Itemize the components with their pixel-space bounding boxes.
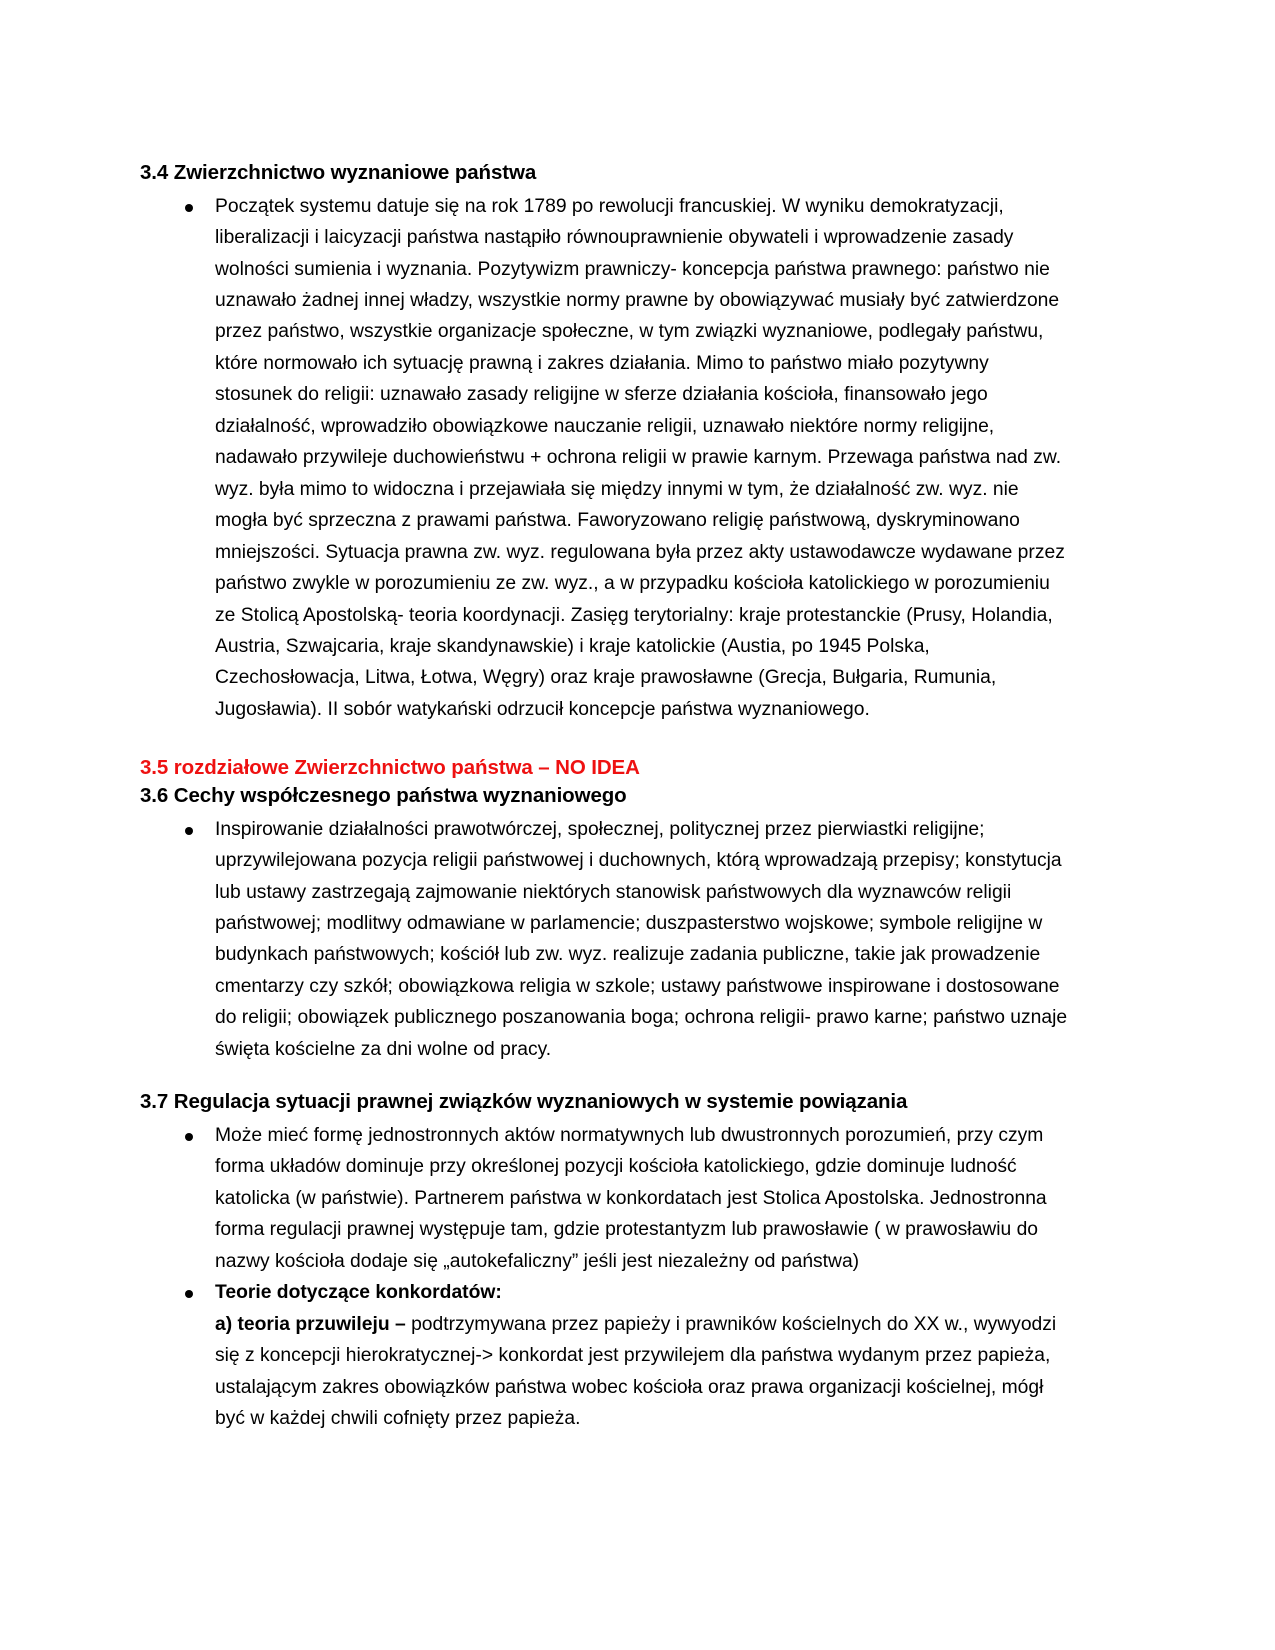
theory-a-text: podtrzymywana przez papieży i prawników kościelnych do XX w., wywyodzi się z koncepcji hierokratycznej-> konkordat jest przywilejem dla państwa wydanym przez papieża, ustalającym zakres obowiązków państwa wobec kościoła oraz prawa organizacji kościelnej, mógł być w każdej chwili cofnięty przez papieża.	[215, 1313, 1057, 1429]
list-item: Inspirowanie działalności prawotwórczej, społecznej, politycznej przez pierwiastki religijne; uprzywilejowana pozycja religii państwowej i duchownych, którą wprowadzają przepisy; konstytucja lub ustawy zastrzegają zajmowanie niektórych stanowisk państwowych dla wyznawców religii państwowej; modlitwy odmawiane w parlamencie; duszpasterstwo wojskowe; symbole religijne w budynkach państwowych; kościół lub zw. wyz. realizuje zadania publiczne, takie jak prowadzenie cmentarzy czy szkół; obowiązkowa religia w szkole; ustawy państwowe inspirowane i dostosowane do religii; obowiązek publicznego poszanowania boga; ochrona religii- prawo karne; państwo uznaje święta kościelne za dni wolne od pracy.	[140, 814, 1070, 1066]
bullet-list-3-4	[140, 191, 1070, 726]
section-spacer	[140, 1065, 1070, 1089]
theory-a	[215, 1309, 1070, 1435]
bullet-list-3-7	[140, 1120, 1070, 1435]
heading-3-6: 3.6 Cechy współczesnego państwa wyznaniowego	[140, 783, 627, 807]
bullet-list-3-6	[140, 814, 1070, 1066]
heading-3-5: 3.5 rozdziałowe Zwierzchnictwo państwa – NO IDEA	[140, 756, 640, 780]
theory-a-label: a) teoria przuwileju –	[215, 1313, 406, 1335]
list-item: Początek systemu datuje się na rok 1789 po rewolucji francuskiej. W wyniku demokratyzacji, liberalizacji i laicyzacji państwa nastąpiło równouprawnienie obywateli i wprowadzenie zasady wolności sumienia i wyznania. Pozytywizm prawniczy- koncepcja państwa prawnego: państwo nie uznawało żadnej innej władzy, wszystkie normy prawne by obowiązywać musiały być zatwierdzone przez państwo, wszystkie organizacje społeczne, w tym związki wyznaniowe, podlegały państwu, które normowało ich sytuację prawną i zakres działania. Mimo to państwo miało pozytywny stosunek do religii: uznawało zasady religijne w sferze działania kościoła, finansowało jego działalność, wprowadziło obowiązkowe nauczanie religii, uznawało niektóre normy religijne, nadawało przywileje duchowieństwu + ochrona religii w prawie karnym. Przewaga państwa nad zw. wyz. była mimo to widoczna i przejawiała się między innymi w tym, że działalność zw. wyz. nie mogła być sprzeczna z prawami państwa. Faworyzowano religię państwową, dyskryminowano mniejszości. Sytuacja prawna zw. wyz. regulowana była przez akty ustawodawcze wydawane przez państwo zwykle w porozumieniu ze zw. wyz., a w przypadku kościoła katolickiego w porozumieniu ze Stolicą Apostolską- teoria koordynacji. Zasięg terytorialny: kraje protestanckie (Prusy, Holandia, Austria, Szwajcaria, kraje skandynawskie) i kraje katolickie (Austia, po 1945 Polska, Czechosłowacja, Litwa, Łotwa, Węgry) oraz kraje prawosławne (Grecja, Bułgaria, Rumunia, Jugosławia). II sobór watykański odrzucił koncepcje państwa wyznaniowego.	[140, 191, 1070, 726]
theories-title: Teorie dotyczące konkordatów:	[215, 1282, 502, 1304]
section-spacer	[140, 725, 1070, 755]
list-item-theories	[140, 1277, 1070, 1434]
list-item: Może mieć formę jednostronnych aktów normatywnych lub dwustronnych porozumień, przy czym forma układów dominuje przy określonej pozycji kościoła katolickiego, gdzie dominuje ludność katolicka (w państwie). Partnerem państwa w konkordatach jest Stolica Apostolska. Jednostronna forma regulacji prawnej występuje tam, gdzie protestantyzm lub prawosławie ( w prawosławiu do nazwy kościoła dodaje się „autokefaliczny” jeśli jest niezależny od państwa)	[140, 1120, 1070, 1277]
heading-3-7: 3.7 Regulacja sytuacji prawnej związków wyznaniowych w systemie powiązania	[140, 1090, 908, 1114]
heading-3-4: 3.4 Zwierzchnictwo wyznaniowe państwa	[140, 161, 537, 184]
document-body	[140, 160, 1070, 1434]
